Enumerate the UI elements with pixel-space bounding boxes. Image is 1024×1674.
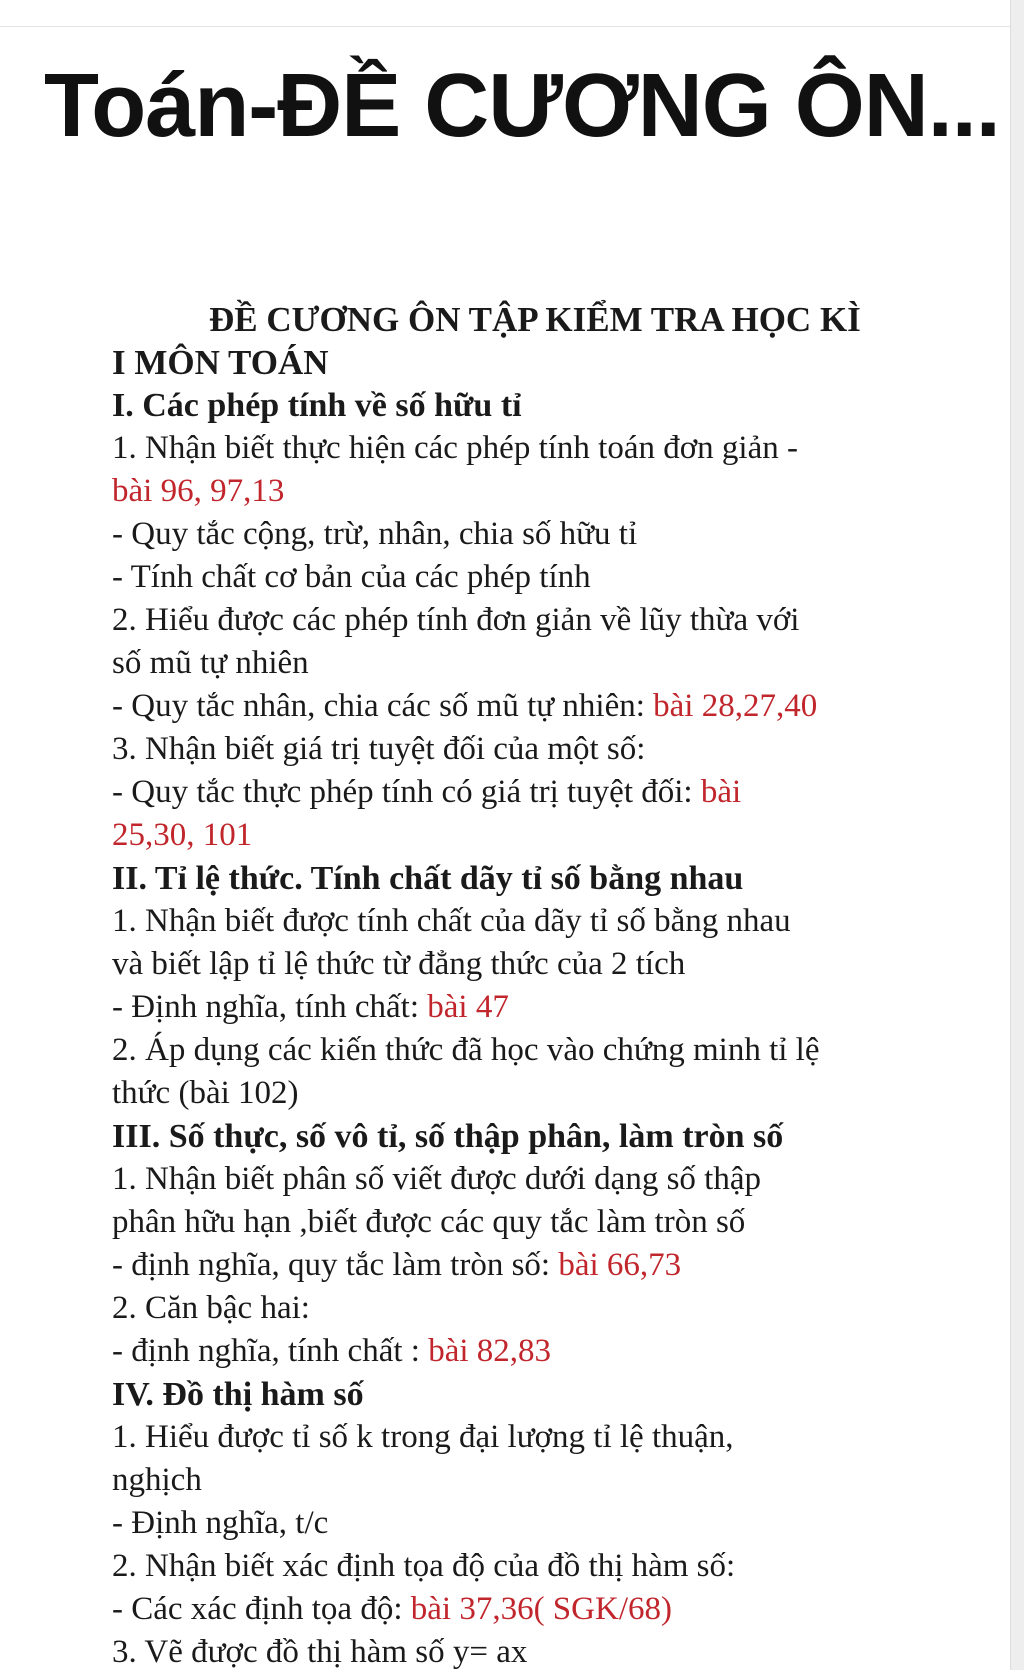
s1-line-9 bbox=[112, 771, 992, 814]
s1-line-6: số mũ tự nhiên bbox=[112, 645, 309, 681]
s1-line-9-text: - Quy tắc thực phép tính có giá trị tuyệt đối: bbox=[112, 774, 701, 810]
s4-line-1: 1. Hiểu được tỉ số k trong đại lượng tỉ lệ thuận, bbox=[112, 1419, 734, 1455]
s1-ref-7: bài 28,27,40 bbox=[653, 688, 818, 724]
s4-line-2: nghịch bbox=[112, 1462, 202, 1498]
s1-ref-9: bài bbox=[700, 774, 742, 810]
s3-line-5-text: - định nghĩa, tính chất : bbox=[112, 1333, 429, 1369]
s3-line-1: 1. Nhận biết phân số viết được dưới dạng số thập bbox=[112, 1161, 761, 1197]
section-4-heading: IV. Đồ thị hàm số bbox=[112, 1376, 364, 1413]
s1-line-3: - Quy tắc cộng, trừ, nhân, chia số hữu tỉ bbox=[112, 516, 638, 552]
s4-line-4: 2. Nhận biết xác định tọa độ của đồ thị hàm số: bbox=[112, 1548, 736, 1584]
section-2-heading: II. Tỉ lệ thức. Tính chất dãy tỉ số bằng nhau bbox=[112, 860, 744, 897]
s1-line-7-text: - Quy tắc nhân, chia các số mũ tự nhiên: bbox=[112, 688, 654, 724]
s4-line-6: 3. Vẽ được đồ thị hàm số y= ax bbox=[112, 1634, 528, 1670]
s1-line-1: 1. Nhận biết thực hiện các phép tính toán đơn giản - bbox=[112, 430, 798, 466]
s2-line-4: 2. Áp dụng các kiến thức đã học vào chứng minh tỉ lệ bbox=[112, 1032, 820, 1068]
section-1-heading: I. Các phép tính về số hữu tỉ bbox=[112, 387, 522, 424]
s3-line-4: 2. Căn bậc hai: bbox=[112, 1290, 310, 1326]
top-bar bbox=[0, 0, 1010, 27]
s2-line-5: thức (bài 102) bbox=[112, 1075, 299, 1111]
s2-ref-3: bài 47 bbox=[427, 989, 509, 1025]
s3-line-3 bbox=[112, 1244, 992, 1287]
page-title: Toán-ĐỀ CƯƠNG ÔN... bbox=[44, 56, 1000, 156]
s3-line-3-text: - định nghĩa, quy tắc làm tròn số: bbox=[112, 1247, 559, 1283]
s4-line-3: - Định nghĩa, t/c bbox=[112, 1505, 329, 1541]
s3-ref-5: bài 82,83 bbox=[428, 1333, 552, 1369]
s3-line-2: phân hữu hạn ,biết được các quy tắc làm tròn số bbox=[112, 1204, 746, 1240]
s1-line-8: 3. Nhận biết giá trị tuyệt đối của một số: bbox=[112, 731, 646, 767]
s4-line-5 bbox=[112, 1588, 992, 1631]
s1-ref-10: 25,30, 101 bbox=[112, 817, 253, 853]
s2-line-3-text: - Định nghĩa, tính chất: bbox=[112, 989, 428, 1025]
s1-ref-1: bài 96, 97,13 bbox=[112, 473, 285, 509]
s1-line-4: - Tính chất cơ bản của các phép tính bbox=[112, 559, 591, 595]
s4-line-5-text: - Các xác định tọa độ: bbox=[112, 1591, 411, 1627]
s3-ref-3: bài 66,73 bbox=[558, 1247, 682, 1283]
s4-ref-5: bài 37,36( SGK/68) bbox=[410, 1591, 672, 1627]
s2-line-1: 1. Nhận biết được tính chất của dãy tỉ số bằng nhau bbox=[112, 903, 791, 939]
s3-line-5 bbox=[112, 1330, 992, 1373]
section-3-heading: III. Số thực, số vô tỉ, số thập phân, làm tròn số bbox=[112, 1118, 784, 1155]
s2-line-3 bbox=[112, 986, 992, 1029]
s2-line-2: và biết lập tỉ lệ thức từ đẳng thức của 2 tích bbox=[112, 946, 686, 982]
doc-heading-line-1: ĐỀ CƯƠNG ÔN TẬP KIỂM TRA HỌC KÌ bbox=[209, 300, 861, 339]
doc-heading-line-2: I MÔN TOÁN bbox=[112, 343, 329, 382]
scroll-edge bbox=[1010, 0, 1024, 1670]
s1-line-5: 2. Hiểu được các phép tính đơn giản về lũy thừa với bbox=[112, 602, 800, 638]
document-image bbox=[112, 298, 992, 1674]
s1-line-7 bbox=[112, 685, 992, 728]
